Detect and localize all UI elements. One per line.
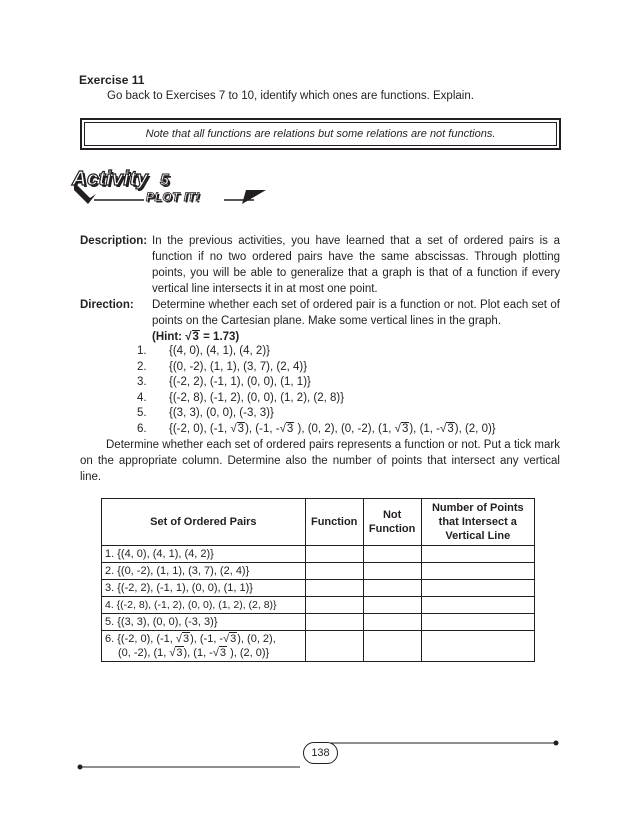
function-cell[interactable] — [305, 614, 363, 631]
radicand: 3 — [230, 633, 237, 645]
set-cell: 4. {(-2, 8), (-1, 2), (0, 0), (1, 2), (2, 8)} — [102, 597, 306, 614]
row6-text: ), (1, - — [183, 647, 213, 659]
set-cell: 3. {(-2, 2), (-1, 1), (0, 0), (1, 1)} — [102, 580, 306, 597]
activity-subtitle: PLOT IT! — [146, 190, 200, 204]
header-points-line3: Vertical Line — [445, 530, 511, 542]
function-cell[interactable] — [305, 563, 363, 580]
sqrt-symbol: √3 — [440, 422, 454, 435]
exercise-title: Exercise 11 — [79, 73, 145, 87]
description-label: Description: — [80, 235, 148, 247]
hint-radicand: 3 — [192, 331, 199, 343]
list-item-number: 2. — [137, 360, 147, 373]
list-item-text: {(-2, 0), (-1, — [169, 422, 231, 435]
header-not-function-line1: Not — [382, 509, 402, 521]
radicand: 3 — [401, 422, 409, 435]
direction-text: Determine whether each set of ordered pair is a function or not. Plot each set of points on the Cartesian plane. Make some vertical lines in the graph. — [152, 299, 560, 327]
banner-arrow-right — [242, 190, 266, 204]
row6-text: ), (2, 0)} — [227, 647, 270, 659]
function-cell[interactable] — [305, 546, 363, 563]
not-function-cell[interactable] — [363, 580, 421, 597]
list-item-number: 1. — [137, 345, 147, 357]
activity-word: Activity — [72, 168, 149, 190]
hint-suffix: = 1.73) — [199, 331, 240, 343]
header-set: Set of Ordered Pairs — [102, 499, 306, 546]
list-item-number: 5. — [137, 407, 147, 419]
list-item-text: ), (0, 2), (0, -2), (1, — [294, 422, 395, 435]
not-function-cell[interactable] — [363, 546, 421, 563]
header-function: Function — [305, 499, 363, 546]
table-intro: Determine whether each set of ordered pairs represents a function or not. Put a tick mark on the appropriate column. Determine also the number of points that intersect any vertical line. — [80, 439, 560, 483]
table-row — [102, 597, 535, 614]
table-header-row — [102, 499, 535, 546]
sqrt-symbol: √3 — [185, 331, 199, 343]
set-cell: 5. {(3, 3), (0, 0), (-3, 3)} — [102, 614, 306, 631]
direction-block — [152, 297, 560, 345]
not-function-cell[interactable] — [363, 563, 421, 580]
table-row — [102, 614, 535, 631]
footer-dot-right — [554, 741, 559, 746]
sqrt-symbol: √3 — [175, 633, 190, 645]
note-box — [80, 118, 561, 150]
radicand: 3 — [176, 647, 183, 659]
function-cell[interactable] — [305, 597, 363, 614]
row6-text: 6. {(-2, 0), (-1, — [105, 633, 176, 645]
list-item-text: {(-2, 8), (-1, 2), (0, 0), (1, 2), (2, 8)} — [169, 391, 345, 404]
list-item-text: {(3, 3), (0, 0), (-3, 3)} — [169, 407, 274, 419]
not-function-cell[interactable] — [363, 631, 421, 662]
row6-text: ), (-1, - — [190, 633, 224, 645]
list-item — [137, 344, 557, 360]
set-cell: 1. {(4, 0), (4, 1), (4, 2)} — [102, 546, 306, 563]
sqrt-symbol: √3 — [169, 647, 183, 659]
hint-prefix: (Hint: — [152, 331, 186, 343]
list-item-text: {(0, -2), (1, 1), (3, 7), (2, 4)} — [169, 360, 308, 373]
list-item — [137, 422, 557, 438]
sqrt-symbol: √3 — [212, 647, 227, 659]
table-row — [102, 563, 535, 580]
list-item-text: ), (-1, - — [245, 422, 280, 435]
list-item — [137, 360, 557, 376]
radicand: 3 — [219, 647, 227, 659]
radicand: 3 — [447, 422, 454, 435]
list-item-number: 4. — [137, 391, 147, 404]
note-text: Note that all functions are relations but some relations are not functions. — [84, 122, 557, 146]
points-cell[interactable] — [421, 631, 534, 662]
points-cell[interactable] — [421, 546, 534, 563]
points-cell[interactable] — [421, 563, 534, 580]
row6-text: ), (0, 2), — [237, 633, 276, 645]
sqrt-symbol: √3 — [279, 422, 294, 435]
exercise-instruction: Go back to Exercises 7 to 10, identify which ones are functions. Explain. — [107, 90, 474, 102]
direction-hint — [152, 331, 239, 343]
footer-dot-left — [78, 765, 83, 770]
header-points-line2: that Intersect a — [438, 516, 517, 528]
page-number: 138 — [303, 742, 338, 764]
sqrt-symbol: √3 — [230, 422, 245, 435]
not-function-cell[interactable] — [363, 597, 421, 614]
list-item-text: {(4, 0), (4, 1), (4, 2)} — [169, 345, 270, 357]
table-row — [102, 580, 535, 597]
radicand: 3 — [237, 422, 245, 435]
sqrt-symbol: √3 — [394, 422, 409, 435]
points-cell[interactable] — [421, 597, 534, 614]
table-row — [102, 546, 535, 563]
set-cell: 2. {(0, -2), (1, 1), (3, 7), (2, 4)} — [102, 563, 306, 580]
list-item — [137, 406, 557, 422]
header-not-function — [363, 499, 421, 546]
table-row — [102, 631, 535, 662]
function-cell[interactable] — [305, 580, 363, 597]
description-text: In the previous activities, you have learned that a set of ordered pairs is a function if no two ordered pairs have the same abscissas. Through plotting points, you will be able to generalize that a graph is that of a function if every vertical line intersects it in at most one point. — [152, 235, 560, 295]
points-cell[interactable] — [421, 580, 534, 597]
row6-text: (0, -2), (1, — [118, 647, 170, 659]
list-item-text: ), (2, 0)} — [454, 422, 496, 435]
radicand: 3 — [182, 633, 190, 645]
list-item-number: 6. — [137, 422, 147, 435]
header-not-function-line2: Function — [368, 523, 416, 535]
not-function-cell[interactable] — [363, 614, 421, 631]
points-cell[interactable] — [421, 614, 534, 631]
list-item-text: ), (1, - — [409, 422, 441, 435]
list-item — [137, 375, 557, 391]
activity-number: 5 — [160, 172, 169, 189]
ordered-pair-list — [137, 344, 557, 437]
answer-table — [101, 498, 535, 662]
function-cell[interactable] — [305, 631, 363, 662]
header-points-line1: Number of Points — [431, 502, 524, 514]
list-item-number: 3. — [137, 376, 147, 388]
radicand: 3 — [286, 422, 294, 435]
list-item — [137, 391, 557, 407]
direction-label: Direction: — [80, 299, 134, 311]
set-cell — [102, 631, 306, 662]
sqrt-symbol: √3 — [223, 633, 237, 645]
header-number-of-points — [421, 499, 534, 546]
list-item-text: {(-2, 2), (-1, 1), (0, 0), (1, 1)} — [169, 376, 311, 388]
